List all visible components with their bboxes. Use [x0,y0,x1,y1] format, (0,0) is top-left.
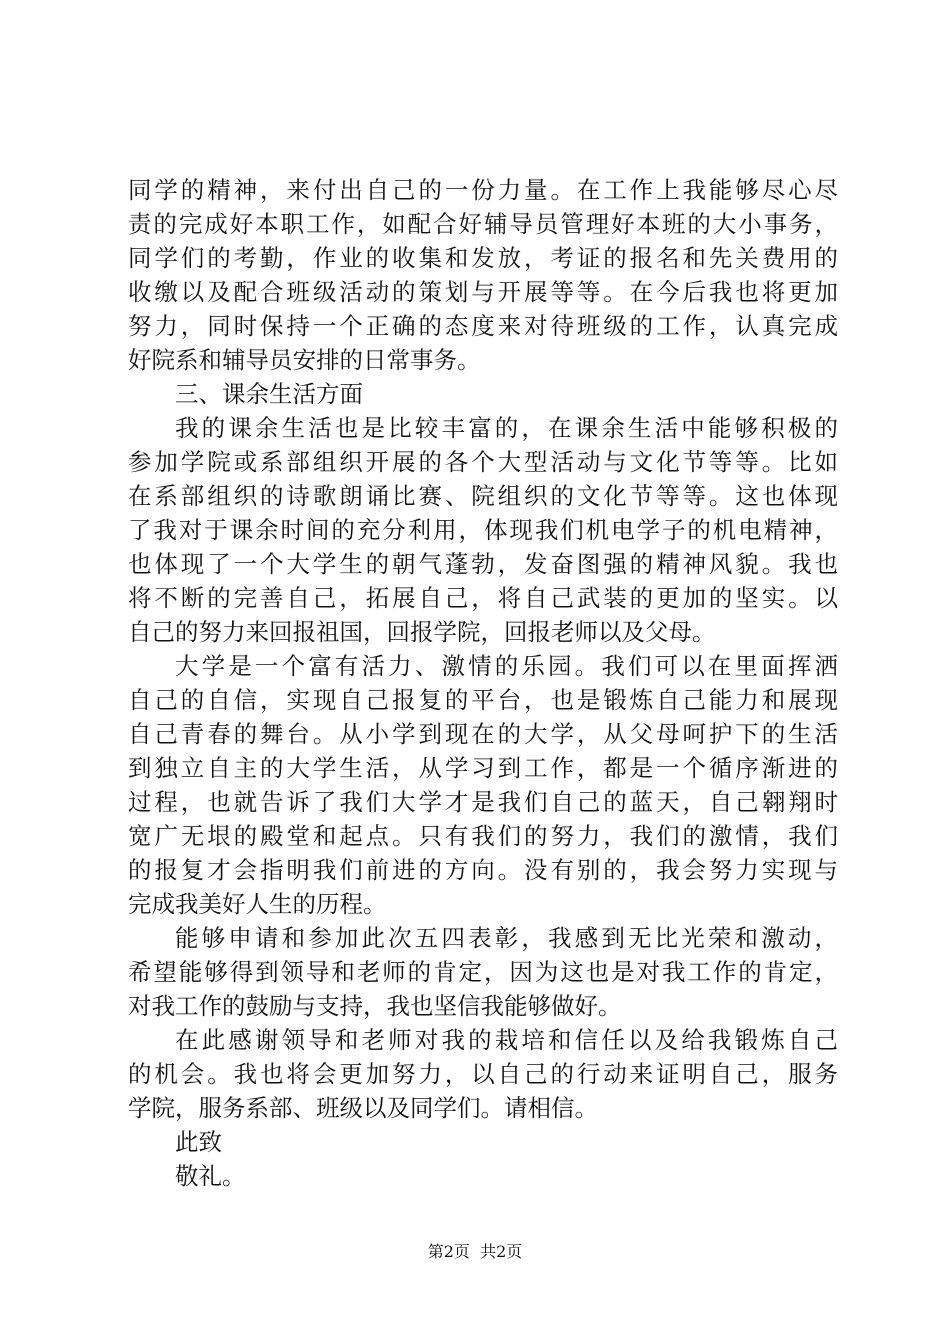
text-line: 学院，服务系部、班级以及同学们。请相信。 [128,1094,598,1122]
text-line: 希望能够得到领导和老师的肯定，因为这也是对我工作的肯定， [128,958,838,986]
page-footer [0,1240,950,1264]
text-line: 能够申请和参加此次五四表彰，我感到无比光荣和激动， [175,924,838,952]
text-line: 收缴以及配合班级活动的策划与开展等等。在今后我也将更加 [128,278,838,306]
closing-salutation: 此致 [175,1128,222,1156]
text-line: 同学们的考勤，作业的收集和发放，考证的报名和先关费用的 [128,244,838,272]
text-line: 到独立自主的大学生活，从学习到工作，都是一个循序渐进的 [128,754,838,782]
text-line: 责的完成好本职工作，如配合好辅导员管理好本班的大小事务， [128,210,838,238]
text-line: 对我工作的鼓励与支持，我也坚信我能够做好。 [128,992,622,1020]
text-line: 我的课余生活也是比较丰富的，在课余生活中能够积极的 [175,414,838,442]
text-line: 同学的精神，来付出自己的一份力量。在工作上我能够尽心尽 [128,176,838,204]
text-line: 的报复才会指明我们前进的方向。没有别的，我会努力实现与 [128,856,838,884]
text-line: 努力，同时保持一个正确的态度来对待班级的工作，认真完成 [128,312,838,340]
text-line: 在此感谢领导和老师对我的栽培和信任以及给我锻炼自己 [175,1026,838,1054]
text-line: 自己的努力来回报祖国，回报学院，回报老师以及父母。 [128,618,716,646]
text-line: 自己青春的舞台。从小学到现在的大学，从父母呵护下的生活 [128,720,838,748]
text-line: 完成我美好人生的历程。 [128,890,387,918]
text-line: 参加学院或系部组织开展的各个大型活动与文化节等等。比如 [128,448,838,476]
text-line: 了我对于课余时间的充分利用，体现我们机电学子的机电精神， [128,516,838,544]
text-line: 好院系和辅导员安排的日常事务。 [128,346,481,374]
text-line: 的机会。我也将会更加努力，以自己的行动来证明自己，服务 [128,1060,838,1088]
section-heading: 三、课余生活方面 [175,380,363,408]
closing-regards: 敬礼。 [175,1162,246,1190]
text-line: 宽广无垠的殿堂和起点。只有我们的努力，我们的激情，我们 [128,822,838,850]
text-line: 将不断的完善自己，拓展自己，将自己武装的更加的坚实。以 [128,584,838,612]
text-line: 过程，也就告诉了我们大学才是我们自己的蓝天，自己翱翔时 [128,788,838,816]
text-line: 自己的自信，实现自己报复的平台，也是锻炼自己能力和展现 [128,686,838,714]
page-total: 共2页 [480,1242,523,1261]
text-line: 也体现了一个大学生的朝气蓬勃，发奋图强的精神风貌。我也 [128,550,838,578]
text-line: 在系部组织的诗歌朗诵比赛、院组织的文化节等等。这也体现 [128,482,838,510]
page-number: 第2页 [427,1242,470,1261]
text-line: 大学是一个富有活力、激情的乐园。我们可以在里面挥洒 [175,652,838,680]
